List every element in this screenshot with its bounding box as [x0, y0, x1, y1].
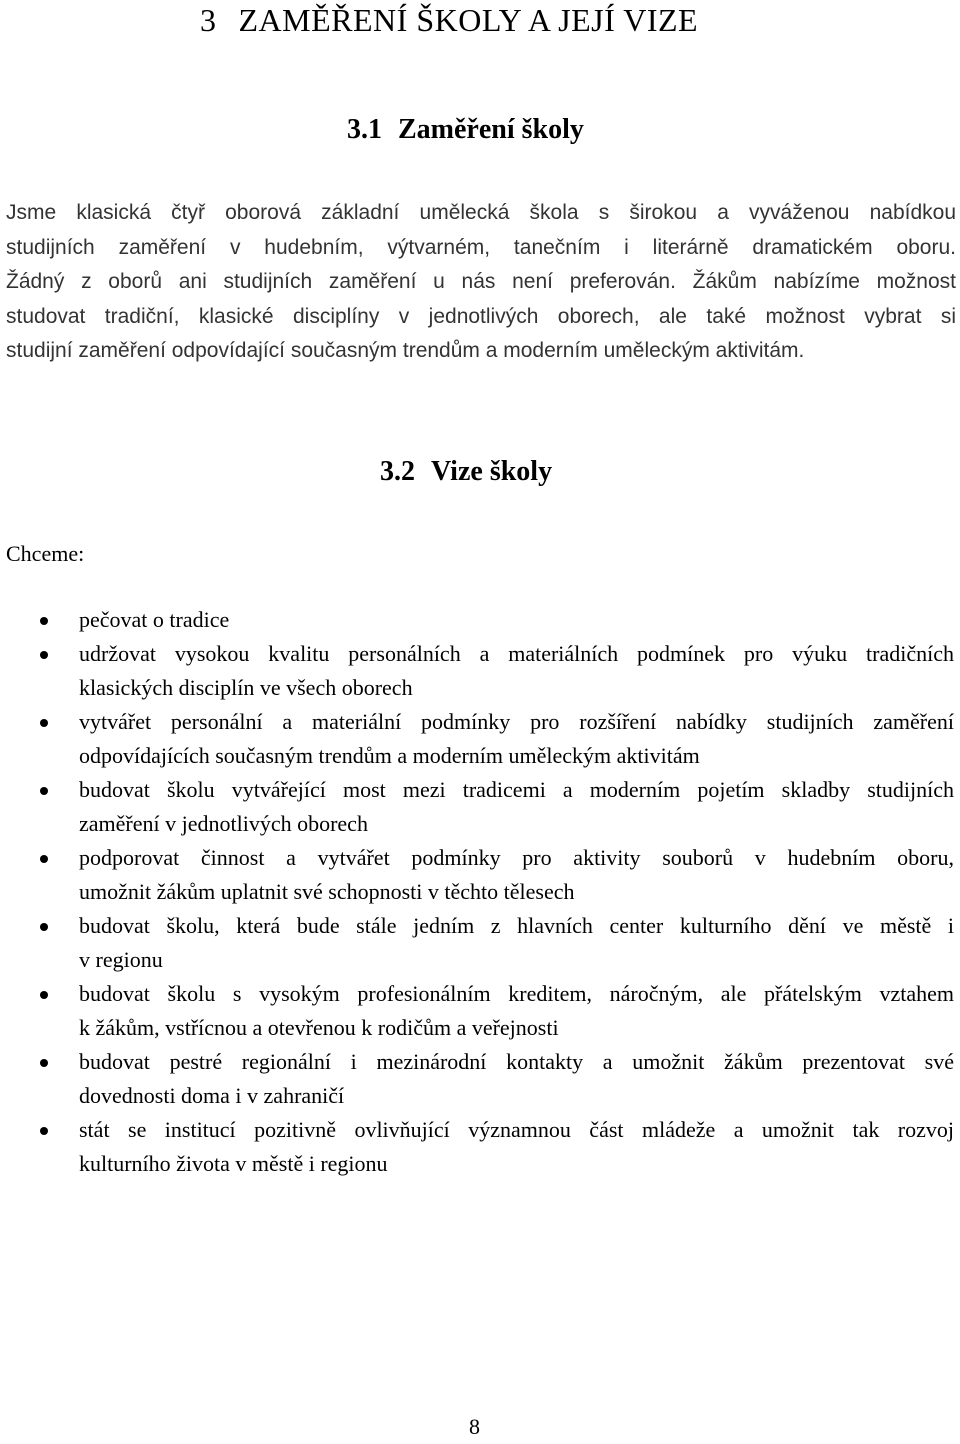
list-item-line: dovednosti doma i v zahraničí	[79, 1083, 345, 1108]
paragraph-line: Žádný z oborů ani studijních zaměření u nás není preferován. Žákům nabízíme možnost	[6, 270, 956, 293]
list-item-line: budovat školu s vysokým profesionálním kreditem, náročným, ale přátelským vztahem	[79, 981, 954, 1006]
section-number: 3.2	[380, 456, 415, 487]
list-item	[0, 1045, 960, 1113]
list-item-line: kulturního života v městě i regionu	[79, 1151, 388, 1176]
bullet-icon	[40, 787, 48, 795]
list-item-line: udržovat vysokou kvalitu personálních a materiálních podmínek pro výuku tradičních	[79, 641, 954, 666]
section-heading-zamereni	[347, 112, 584, 148]
vision-list	[0, 603, 960, 1181]
section-title: Zaměření školy	[398, 114, 584, 145]
list-item	[0, 841, 960, 909]
page-number: 8	[469, 1414, 480, 1439]
list-item-line: podporovat činnost a vytvářet podmínky pro aktivity souborů v hudebním oboru,	[79, 845, 954, 870]
bullet-icon	[40, 651, 48, 659]
list-item-line: v regionu	[79, 947, 163, 972]
paragraph-line: studijních zaměření v hudebním, výtvarném, tanečním i literárně dramatickém oboru.	[6, 235, 956, 259]
list-item-line: odpovídajících současným trendům a moderním uměleckým aktivitám	[79, 743, 700, 768]
bullet-icon	[40, 1127, 48, 1135]
list-item-line: pečovat o tradice	[79, 607, 230, 632]
bullet-icon	[40, 923, 48, 931]
chapter-heading	[200, 0, 698, 40]
section-title: Vize školy	[431, 456, 553, 487]
list-item	[0, 977, 960, 1045]
paragraph-line: studovat tradiční, klasické disciplíny v jednotlivých oborech, ale také možnost vybrat si	[6, 304, 956, 328]
chapter-number: 3	[200, 2, 217, 38]
list-item-line: klasických disciplín ve všech oborech	[79, 675, 413, 700]
bullet-icon	[40, 1059, 48, 1067]
paragraph-line: Jsme klasická čtyř oborová základní umělecká škola s širokou a vyváženou nabídkou	[6, 201, 956, 224]
section-paragraph	[6, 196, 956, 369]
paragraph-line: studijní zaměření odpovídající současným trendům a moderním uměleckým aktivitám.	[6, 339, 805, 362]
list-item-line: budovat pestré regionální i mezinárodní kontakty a umožnit žákům prezentovat své	[79, 1049, 954, 1074]
list-item	[0, 773, 960, 841]
list-item	[0, 1113, 960, 1181]
bullet-icon	[40, 617, 48, 625]
list-item-line: k žákům, vstřícnou a otevřenou k rodičům a veřejnosti	[79, 1015, 559, 1040]
list-item-line: budovat školu, která bude stále jedním z hlavních center kulturního dění ve městě i	[79, 913, 954, 938]
list-item	[0, 909, 960, 977]
list-item-line: vytvářet personální a materiální podmínky pro rozšíření nabídky studijních zaměření	[79, 709, 954, 734]
list-item-line: stát se institucí pozitivně ovlivňující významnou část mládeže a umožnit tak rozvoj	[79, 1117, 954, 1142]
list-item-line: zaměření v jednotlivých oborech	[79, 811, 368, 836]
bullet-icon	[40, 991, 48, 999]
section-number: 3.1	[347, 114, 382, 145]
list-item	[0, 705, 960, 773]
list-item-line: umožnit žákům uplatnit své schopnosti v těchto tělesech	[79, 879, 575, 904]
list-item	[0, 637, 960, 705]
bullet-icon	[40, 855, 48, 863]
bullet-icon	[40, 719, 48, 727]
list-item-line: budovat školu vytvářející most mezi tradicemi a moderním pojetím skladby studijních	[79, 777, 954, 802]
chapter-title: ZAMĚŘENÍ ŠKOLY A JEJÍ VIZE	[238, 2, 699, 38]
list-intro: Chceme:	[6, 541, 85, 566]
section-heading-vize	[380, 454, 552, 490]
list-item	[0, 603, 960, 637]
